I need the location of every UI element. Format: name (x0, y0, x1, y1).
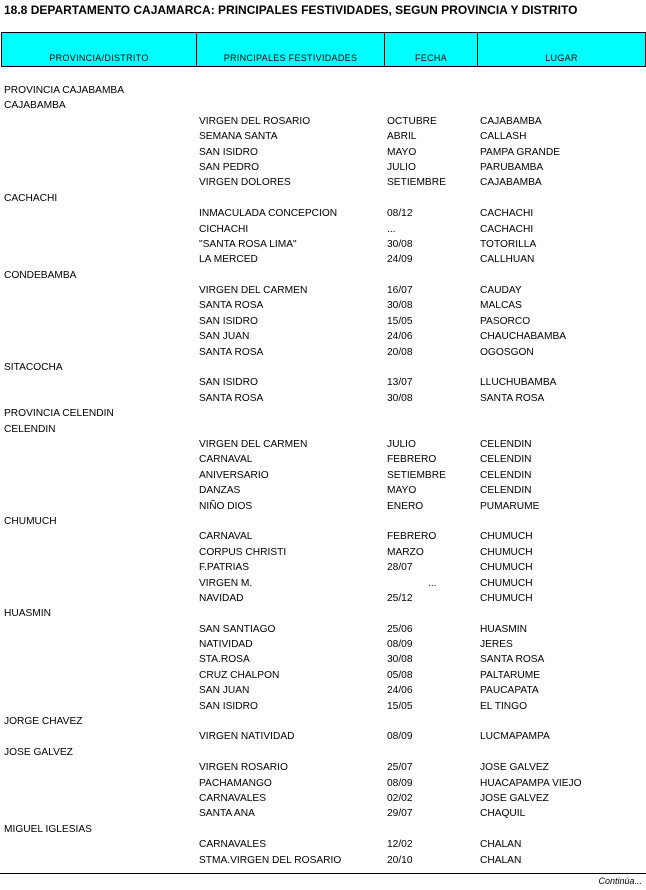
cell-festividad: CARNAVAL (199, 531, 253, 543)
table-row (0, 222, 646, 237)
cell-fecha: 25/12 (387, 592, 413, 604)
cell-festividad: STMA.VIRGEN DEL ROSARIO (199, 854, 342, 866)
cell-fecha: 20/08 (387, 346, 413, 358)
cell-festividad: VIRGEN M. (199, 577, 253, 589)
cell-fecha: 15/05 (387, 315, 413, 327)
cell-lugar: CHALAN (480, 854, 522, 866)
cell-lugar: CAJABAMBA (480, 177, 542, 189)
cell-fecha: FEBRERO (387, 531, 437, 543)
cell-lugar: PASORCO (480, 315, 531, 327)
cell-fecha: 12/02 (387, 839, 413, 851)
cell-lugar: CHUMUCH (480, 546, 533, 558)
table-row (0, 683, 646, 698)
table-row (0, 591, 646, 606)
cell-fecha: SETIEMBRE (387, 177, 446, 189)
header-lugar: LUGAR (478, 33, 646, 67)
cell-festividad: NIÑO DIOS (199, 500, 253, 512)
cell-festividad: INMACULADA CONCEPCION (199, 208, 338, 220)
cell-festividad: ANIVERSARIO (199, 469, 269, 481)
cell-fecha: 08/09 (387, 731, 413, 743)
continua-note: Continúa... (598, 876, 642, 886)
cell-fecha: JULIO (387, 161, 416, 173)
table-row (0, 268, 646, 283)
cell-fecha: ... (428, 577, 437, 589)
cell-lugar: EL TINGO (480, 700, 527, 712)
table-row (0, 499, 646, 514)
cell-provincia-distrito: HUASMIN (4, 608, 51, 620)
cell-lugar: HUASMIN (480, 623, 527, 635)
cell-lugar: CHALAN (480, 839, 522, 851)
cell-fecha: FEBRERO (387, 454, 437, 466)
table-row (0, 529, 646, 544)
cell-lugar: PUMARUME (480, 500, 540, 512)
cell-festividad: CICHACHI (199, 223, 249, 235)
table-row (0, 576, 646, 591)
cell-lugar: CACHACHI (480, 223, 534, 235)
table-row (0, 729, 646, 744)
cell-lugar: CELENDIN (480, 485, 532, 497)
cell-festividad: PACHAMANGO (199, 777, 272, 789)
cell-lugar: PAUCAPATA (480, 685, 539, 697)
table-row (0, 452, 646, 467)
table-row (0, 206, 646, 221)
table-row (0, 668, 646, 683)
cell-lugar: PARUBAMBA (480, 161, 544, 173)
cell-festividad: SEMANA SANTA (199, 131, 278, 143)
table-row (0, 406, 646, 421)
cell-fecha: 16/07 (387, 285, 413, 297)
cell-fecha: ABRIL (387, 131, 417, 143)
table-row (0, 637, 646, 652)
cell-lugar: JOSE GALVEZ (480, 762, 549, 774)
cell-fecha: 05/08 (387, 669, 413, 681)
page-title: 18.8 DEPARTAMENTO CAJAMARCA: PRINCIPALES FESTIVIDADES, SEGUN PROVINCIA Y DISTRITO (4, 3, 578, 17)
table-row (0, 545, 646, 560)
cell-fecha: JULIO (387, 438, 416, 450)
cell-lugar: PAMPA GRANDE (480, 146, 561, 158)
table-row (0, 699, 646, 714)
cell-festividad: CORPUS CHRISTI (199, 546, 287, 558)
cell-fecha: 30/08 (387, 392, 413, 404)
cell-lugar: CALLHUAN (480, 254, 535, 266)
table-row (0, 129, 646, 144)
cell-festividad: VIRGEN ROSARIO (199, 762, 288, 774)
cell-festividad: NAVIDAD (199, 592, 244, 604)
table-row (0, 98, 646, 113)
cell-fecha: 13/07 (387, 377, 413, 389)
cell-lugar: PALTARUME (480, 669, 540, 681)
cell-lugar: TOTORILLA (480, 238, 537, 250)
table-row (0, 375, 646, 390)
cell-lugar: CELENDIN (480, 469, 532, 481)
cell-festividad: SAN ISIDRO (199, 377, 258, 389)
cell-fecha: MAYO (387, 485, 417, 497)
cell-fecha: ... (387, 223, 396, 235)
cell-fecha: MARZO (387, 546, 424, 558)
cell-lugar: CELENDIN (480, 454, 532, 466)
cell-fecha: 08/09 (387, 777, 413, 789)
cell-lugar: HUACAPAMPA VIEJO (480, 777, 582, 789)
cell-festividad: "SANTA ROSA LIMA" (199, 238, 297, 250)
cell-festividad: VIRGEN DOLORES (199, 177, 291, 189)
cell-fecha: 29/07 (387, 808, 413, 820)
cell-lugar: MALCAS (480, 300, 522, 312)
cell-provincia-distrito: PROVINCIA CAJABAMBA (4, 85, 125, 96)
table-row (0, 237, 646, 252)
table-row (0, 760, 646, 775)
cell-lugar: CHUMUCH (480, 562, 533, 574)
table-row (0, 252, 646, 267)
cell-lugar: CAJABAMBA (480, 115, 542, 127)
table-row (0, 776, 646, 791)
cell-lugar: CALLASH (480, 131, 527, 143)
cell-provincia-distrito: MIGUEL IGLESIAS (4, 823, 92, 835)
cell-fecha: 20/10 (387, 854, 413, 866)
table-row (0, 314, 646, 329)
table-row (0, 83, 646, 98)
cell-lugar: OGOSGON (480, 346, 534, 358)
cell-provincia-distrito: JOSE GALVEZ (4, 746, 73, 758)
cell-lugar: CAUDAY (480, 285, 522, 297)
cell-festividad: VIRGEN DEL CARMEN (199, 285, 308, 297)
table-row (0, 422, 646, 437)
cell-festividad: VIRGEN NATIVIDAD (199, 731, 295, 743)
table-row (0, 175, 646, 190)
table-row (0, 652, 646, 667)
cell-festividad: CARNAVALES (199, 792, 266, 804)
table-row (0, 360, 646, 375)
cell-festividad: DANZAS (199, 485, 241, 497)
table-row (0, 283, 646, 298)
cell-festividad: LA MERCED (199, 254, 258, 266)
table-row (0, 298, 646, 313)
cell-festividad: SAN PEDRO (199, 161, 260, 173)
cell-fecha: 30/08 (387, 654, 413, 666)
cell-fecha: 24/09 (387, 254, 413, 266)
table-row (0, 391, 646, 406)
cell-festividad: CRUZ CHALPON (199, 669, 280, 681)
header-fecha: FECHA (385, 33, 478, 67)
cell-fecha: 30/08 (387, 300, 413, 312)
cell-fecha: 24/06 (387, 331, 413, 343)
cell-festividad: SAN ISIDRO (199, 700, 258, 712)
cell-lugar: SANTA ROSA (480, 654, 545, 666)
cell-festividad: SAN ISIDRO (199, 315, 258, 327)
cell-festividad: NATIVIDAD (199, 639, 253, 651)
cell-lugar: CHAQUIL (480, 808, 526, 820)
cell-festividad: SAN JUAN (199, 685, 250, 697)
cell-provincia-distrito: CACHACHI (4, 192, 58, 204)
cell-lugar: LLUCHUBAMBA (480, 377, 557, 389)
cell-fecha: SETIEMBRE (387, 469, 446, 481)
cell-fecha: MAYO (387, 146, 417, 158)
table-row (0, 114, 646, 129)
table-body (0, 83, 646, 868)
table-row (0, 560, 646, 575)
cell-fecha: 25/06 (387, 623, 413, 635)
cell-festividad: SAN ISIDRO (199, 146, 258, 158)
header-festividades: PRINCIPALES FESTIVIDADES (197, 33, 385, 67)
cell-fecha: ENERO (387, 500, 424, 512)
cell-provincia-distrito: PROVINCIA CELENDIN (4, 408, 114, 420)
cell-festividad: SANTA ROSA (199, 346, 264, 358)
cell-provincia-distrito: CELENDIN (4, 423, 56, 435)
cell-provincia-distrito: CONDEBAMBA (4, 269, 77, 281)
cell-lugar: CELENDIN (480, 438, 532, 450)
cell-lugar: LUCMAPAMPA (480, 731, 550, 743)
cell-festividad: F.PATRIAS (199, 562, 249, 574)
table-row (0, 483, 646, 498)
cell-lugar: CHUMUCH (480, 577, 533, 589)
header-provincia-distrito: PROVINCIA/DISTRITO (2, 33, 197, 67)
bottom-divider (0, 873, 646, 874)
table-row (0, 345, 646, 360)
cell-lugar: CHUMUCH (480, 592, 533, 604)
cell-fecha: 02/02 (387, 792, 413, 804)
table-row (0, 437, 646, 452)
cell-festividad: VIRGEN DEL ROSARIO (199, 115, 311, 127)
table-row (0, 791, 646, 806)
table-row (0, 745, 646, 760)
table-row (0, 714, 646, 729)
table-row (0, 514, 646, 529)
table-row (0, 468, 646, 483)
cell-lugar: JERES (480, 639, 513, 651)
table-header (1, 32, 646, 67)
cell-festividad: VIRGEN DEL CARMEN (199, 438, 308, 450)
cell-fecha: 30/08 (387, 238, 413, 250)
table-row (0, 191, 646, 206)
cell-festividad: STA.ROSA (199, 654, 250, 666)
cell-festividad: SANTA ROSA (199, 392, 264, 404)
cell-fecha: 28/07 (387, 562, 413, 574)
cell-lugar: SANTA ROSA (480, 392, 545, 404)
cell-provincia-distrito: CHUMUCH (4, 515, 57, 527)
table-row (0, 145, 646, 160)
cell-fecha: 08/09 (387, 639, 413, 651)
table-row (0, 806, 646, 821)
cell-lugar: CHUMUCH (480, 531, 533, 543)
cell-festividad: CARNAVALES (199, 839, 266, 851)
cell-fecha: 15/05 (387, 700, 413, 712)
table-row (0, 329, 646, 344)
cell-provincia-distrito: JORGE CHAVEZ (4, 716, 83, 728)
table-row (0, 822, 646, 837)
table-row (0, 606, 646, 621)
cell-festividad: SANTA ANA (199, 808, 255, 820)
cell-fecha: 08/12 (387, 208, 413, 220)
cell-festividad: CARNAVAL (199, 454, 253, 466)
cell-fecha: 24/06 (387, 685, 413, 697)
cell-fecha: 25/07 (387, 762, 413, 774)
table-row (0, 622, 646, 637)
table-row (0, 837, 646, 852)
table-row (0, 160, 646, 175)
cell-festividad: SANTA ROSA (199, 300, 264, 312)
cell-festividad: SAN JUAN (199, 331, 250, 343)
cell-festividad: SAN SANTIAGO (199, 623, 276, 635)
cell-lugar: JOSE GALVEZ (480, 792, 549, 804)
cell-lugar: CHAUCHABAMBA (480, 331, 567, 343)
cell-fecha: OCTUBRE (387, 115, 437, 127)
table-row (0, 853, 646, 868)
cell-lugar: CACHACHI (480, 208, 534, 220)
cell-provincia-distrito: SITACOCHA (4, 362, 63, 374)
cell-provincia-distrito: CAJABAMBA (4, 100, 66, 112)
